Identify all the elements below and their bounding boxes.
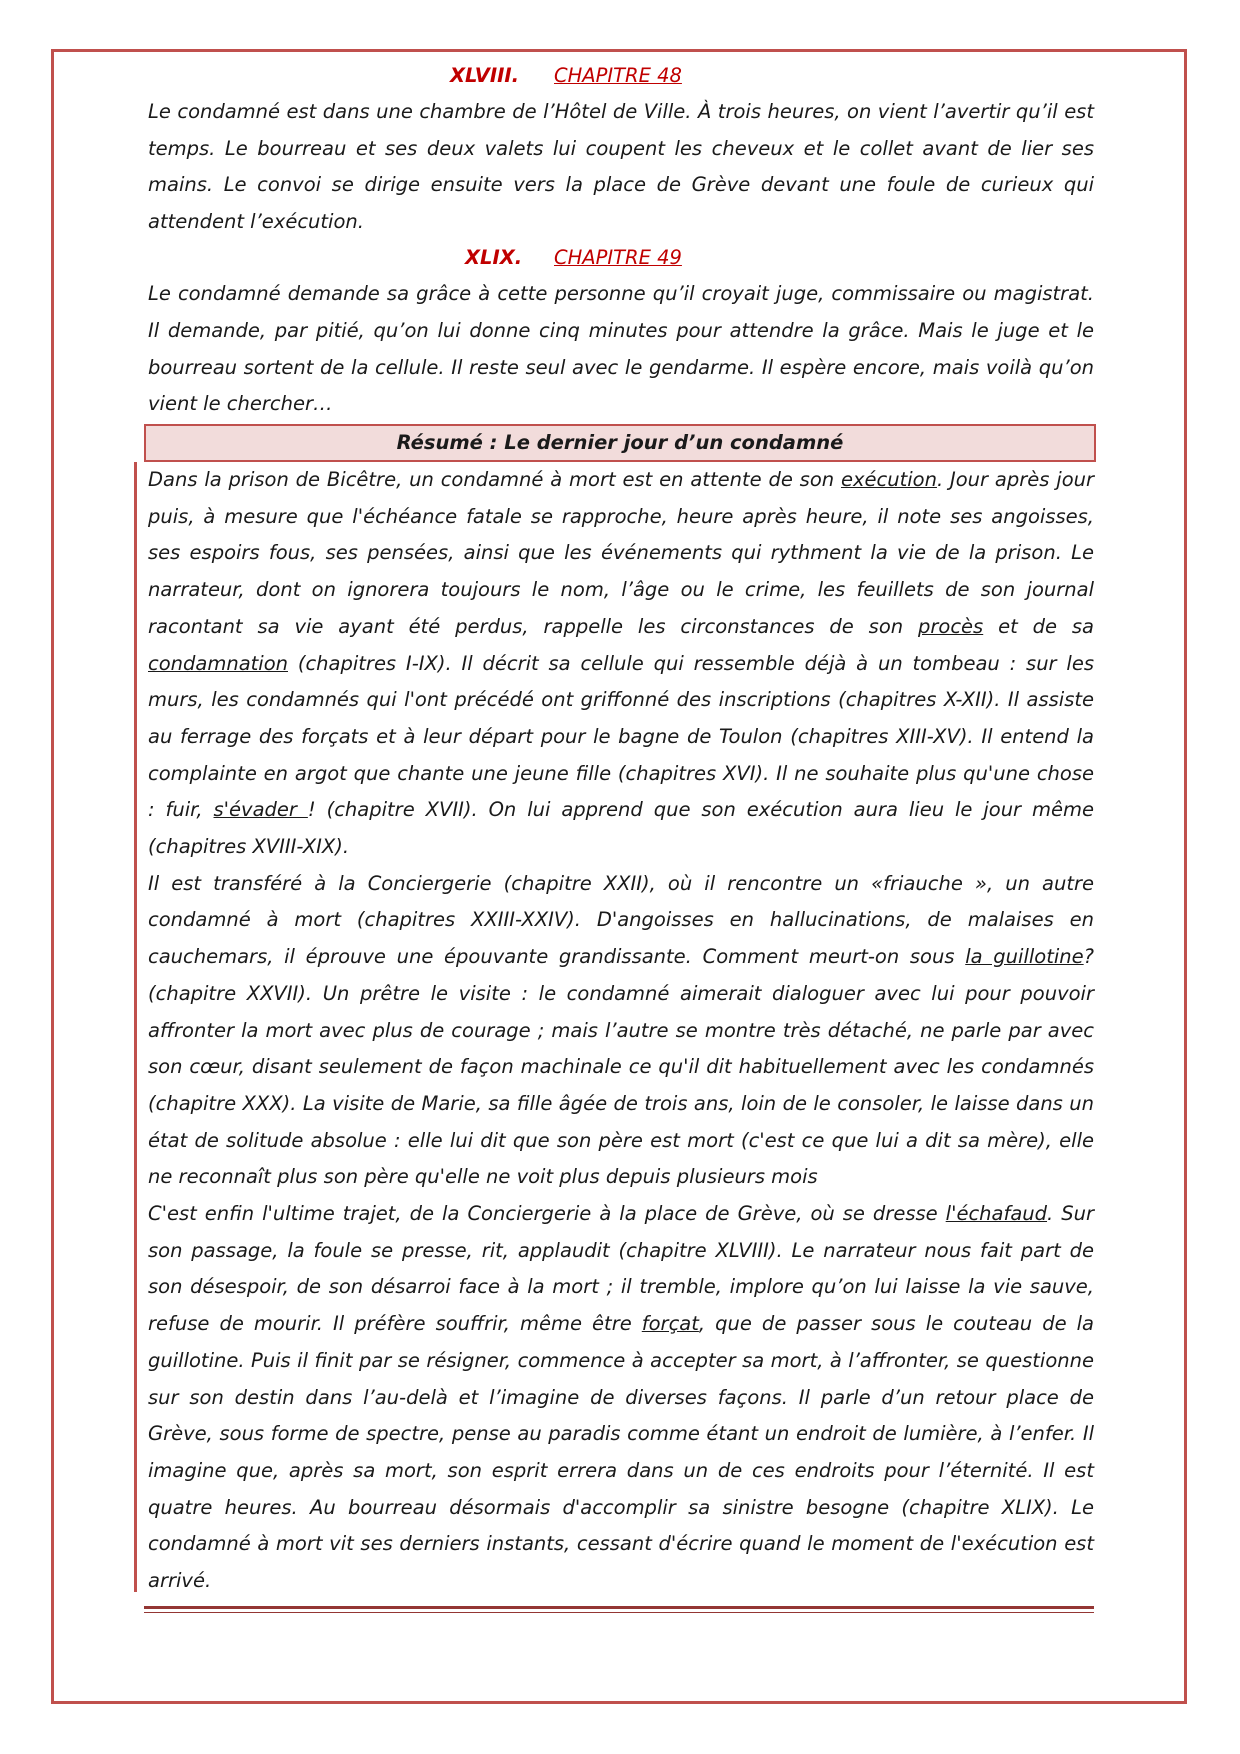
summary-section bbox=[148, 462, 1094, 1600]
chapters-section bbox=[148, 58, 1094, 423]
chapter-48-link[interactable]: CHAPITRE 48 bbox=[554, 64, 682, 87]
text-run: C'est enfin l'ultime trajet, de la Conciergerie à la place de Grève, où se dresse bbox=[148, 1202, 946, 1226]
summary-paragraph-1 bbox=[148, 462, 1094, 866]
text-run: (chapitres I-IX). Il décrit sa cellule qui ressemble déjà à un tombeau : sur les murs, les condamnés qui l'ont précédé ont griffonné des inscriptions (chapitres X-XII). Il assiste au ferrage des forçats et à leur départ pour le bagne de Toulon (chapitres XIII-XV). Il entend la complainte en argot que chante une jeune fille (chapitres XVI). Il ne souhaite plus qu'une chose : fuir, bbox=[148, 651, 1094, 822]
link-execution[interactable]: exécution bbox=[840, 468, 937, 491]
link-echafaud[interactable]: l'échafaud bbox=[945, 1202, 1048, 1226]
text-run: ! (chapitre XVII). On lui apprend que son exécution aura lieu le jour même (chapitres XVIII-XIX). bbox=[148, 798, 1094, 859]
text-run: . Jour après jour puis, à mesure que l'échéance fatale se rapproche, heure après heure, il note ses angoisses, ses espoirs fous, ses pensées, ainsi que les événements qui rythment la vie de la prison. Le narrateur, dont on ignorera toujours le nom, l’âge ou le crime, les feuillets de son journal racontant sa vie ayant été perdus, rappelle les circonstances de son bbox=[148, 468, 1094, 638]
text-run: ? (chapitre XXVII). Un prêtre le visite : le condamné aimerait dialoguer avec lui pour pouvoir affronter la mort avec plus de courage ; mais l’autre se montre très détaché, ne parle par avec son cœur, disant seulement de façon machinale ce qu'il dit habituellement avec les condamnés (chapitre XXX). La visite de Marie, sa fille âgée de trois ans, loin de le consoler, le laisse dans un état de solitude absolue : elle lui dit que son père est mort (c'est ce que lui a dit sa mère), elle ne reconnaît plus son père qu'elle ne voit plus depuis plusieurs mois bbox=[148, 945, 1094, 1189]
chapter-48-heading bbox=[148, 58, 1094, 94]
link-condamnation[interactable]: condamnation bbox=[148, 651, 288, 675]
chapter-49-text: Le condamné demande sa grâce à cette personne qu’il croyait juge, commissaire ou magistrat. Il demande, par pitié, qu’on lui donne cinq minutes pour attendre la grâce. Mais le juge et le bourreau sortent de la cellule. Il reste seul avec le gendarme. Il espère encore, mais voilà qu’on vient le chercher… bbox=[148, 282, 1094, 416]
chapter-49-roman: XLIX. bbox=[465, 246, 523, 270]
link-proces[interactable]: procès bbox=[918, 614, 984, 638]
chapter-49-heading bbox=[148, 240, 1094, 276]
summary-paragraph-2 bbox=[148, 866, 1094, 1196]
summary-paragraph-3 bbox=[148, 1196, 1094, 1600]
summary-title: Résumé : Le dernier jour d’un condamné bbox=[144, 424, 1096, 462]
chapter-49-link[interactable]: CHAPITRE 49 bbox=[554, 246, 682, 270]
footer-rule bbox=[144, 1606, 1094, 1613]
text-run: Dans la prison de Bicêtre, un condamné à mort est en attente de son bbox=[148, 468, 841, 491]
text-run: . Sur son passage, la foule se presse, rit, applaudit (chapitre XLVIII). Le narrateur nous fait part de son désespoir, de son désarroi face à la mort ; il tremble, implore qu’on lui laisse la vie sauve, refuse de mourir. Il préfère souffrir, même être bbox=[148, 1202, 1095, 1336]
chapter-48-text: Le condamné est dans une chambre de l’Hôtel de Ville. À trois heures, on vient l’avertir qu’il est temps. Le bourreau et ses deux valets lui coupent les cheveux et le collet avant de lier ses mains. Le convoi se dirige ensuite vers la place de Grève devant une foule de curieux qui attendent l’exécution. bbox=[148, 100, 1094, 233]
text-run: et de sa bbox=[983, 614, 1094, 638]
link-sevader[interactable]: s'évader bbox=[213, 798, 308, 822]
link-guillotine[interactable]: la guillotine bbox=[965, 945, 1084, 969]
summary-left-bar bbox=[134, 462, 137, 1592]
text-run: Il est transféré à la Conciergerie (chapitre XXII), où il rencontre un «friauche », un autre condamné à mort (chapitres XXIII-XXIV). D'angoisses en hallucinations, de malaises en cauchemars, il éprouve une épouvante grandissante. Comment meurt-on sous bbox=[148, 871, 1094, 969]
text-run: , que de passer sous le couteau de la guillotine. Puis il finit par se résigner, commence à accepter sa mort, à l’affronter, se questionne sur son destin dans l’au-delà et l’imagine de diverses façons. Il parle d’un retour place de Grève, sous forme de spectre, pense au paradis comme étant un endroit de lumière, à l’enfer. Il imagine que, après sa mort, son esprit errera dans un de ces endroits pour l’éternité. Il est quatre heures. Au bourreau désormais d'accomplir sa sinistre besogne (chapitre XLIX). Le condamné à mort vit ses derniers instants, cessant d'écrire quand le moment de l'exécution est arrivé. bbox=[148, 1312, 1094, 1593]
chapter-48-roman: XLVIII. bbox=[450, 64, 520, 87]
link-forcat[interactable]: forçat bbox=[641, 1312, 699, 1336]
